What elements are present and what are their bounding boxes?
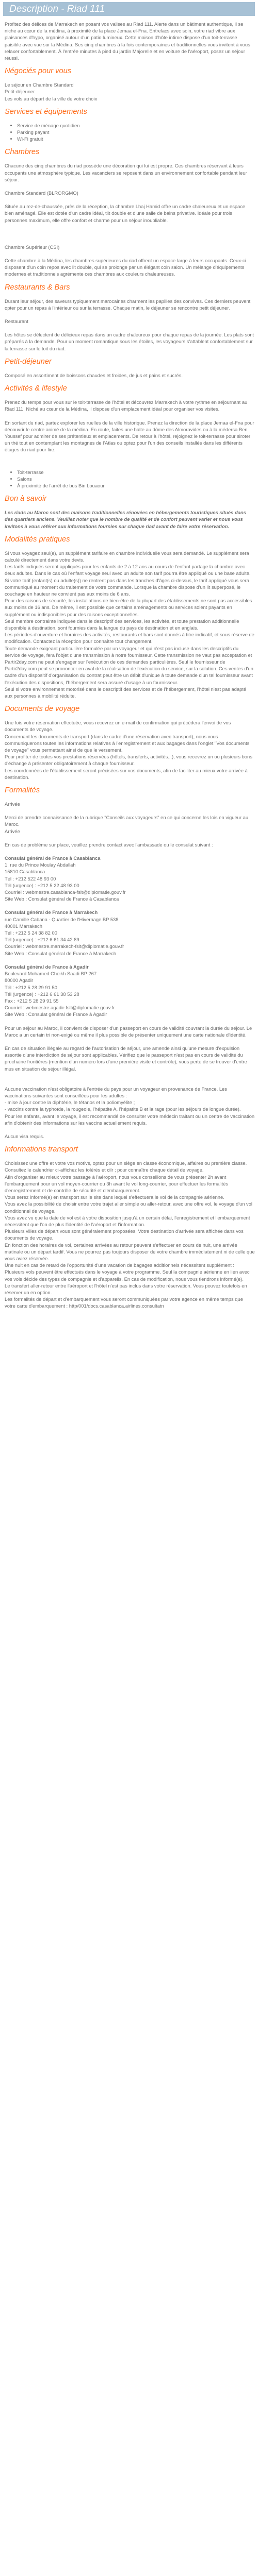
breakfast-heading: Petit-déjeuner	[5, 357, 52, 366]
know-section	[5, 495, 255, 530]
consulate-line: Courriel : webmestre.agadir-fslt@diplomatie.gouv.fr	[5, 1005, 115, 1011]
transport-text: Les formalités de départ et d'embarquement vous seront communiquées par votre agence en même temps que votre carte d'embarquement : http/001/docs.casablanca.airlines.consultatn	[5, 1296, 243, 1309]
services-list	[5, 122, 255, 143]
intro-section	[5, 21, 255, 61]
formalities-text: Merci de prendre connaissance de la rubrique "Conseils aux voyageurs" en ce qui concerne les lois en vigueur au Maroc.	[5, 815, 249, 827]
travel-docs-text: Une fois votre réservation effectuée, vous recevrez un e-mail de confirmation qui précédera l'envoi de vos documents de voyage.	[5, 720, 231, 733]
consulate-line: Tél : +212 5 28 29 91 50	[5, 984, 57, 990]
restaurant-text: Les hôtes se délectent de délicieux repas dans un cadre chaleureux pour chaque repas de la journée. Les plats sont préparés à la demande. Pour un moment romantique sous les étoiles, les voyageurs s'attablent confortablement sur la terrasse sur le toit du riad.	[5, 332, 254, 351]
transport-section	[5, 1145, 255, 1309]
terms-text: Pour des raisons de sécurité, les installations de bien-être de la plupart des établissements ne sont pas accessibles aux moins de 16 ans. De même, il est possible que certains aménagements ou services soient payants en supplément ou indisponibles pour des raisons exceptionnelles.	[5, 598, 252, 617]
formalities-text: Pour un séjour au Maroc, il convient de disposer d'un passeport en cours de validité couvrant la durée du séjour. Le Maroc a un certain tri non-exigé ou même il plus possible de présenter uniquement une carte nationale d'identité.	[5, 1025, 252, 1038]
terms-text: Les périodes d'ouverture et horaires des activités, restaurants et bars sont donnés à titre indicatif, et sous réserve de modification. Contactez la réception pour connaître tout changement.	[5, 632, 254, 645]
consulate-block	[5, 963, 255, 1018]
terms-heading: Modalités pratiques	[5, 535, 70, 544]
rooms-heading: Chambres	[5, 148, 40, 157]
restaurant-title: Restaurant	[5, 318, 28, 325]
consulate-line: Courriel : webmestre.marrakech-fslt@diplomatie.gouv.fr	[5, 943, 124, 950]
transport-text: Le transfert aller-retour entre l'aéroport et l'hôtel n'est pas inclus dans votre réservation. Vous pouvez toutefois en réserver un en option.	[5, 1282, 247, 1296]
formalities-label: Arrivée	[5, 828, 20, 834]
formalities-text: Aucune vaccination n'est obligatoire à l'entrée du pays pour un voyageur en provenance de France. Les vaccinations suivantes sont conseillées pour les adultes : - mise à jour contre la diphtérie, le tétanos et la poliomyélite ; - vaccins contre la typhoïde, la rougeole, l'hépatite A, l'hépatite B et la rage (pour les séjours de longue durée). Pour les enfants, avant le voyage, il est recommandé de consulter votre médecin traitant ou un centre de vaccination afin d'obtenir des informations sur les vaccins actuellement requis.	[5, 1086, 255, 1126]
page-title: Description - Riad 111	[3, 2, 255, 16]
services-section	[5, 108, 255, 143]
list-item: • Salons	[17, 476, 255, 482]
consulate-line: Fax : +212 5 28 29 91 55	[5, 997, 59, 1004]
room-superior-title: Chambre Supérieur (CSI)	[5, 244, 60, 250]
dining-section	[5, 283, 255, 352]
list-item: • Toit-terrasse	[17, 469, 255, 476]
travel-docs-text: Pour profiter de toutes vos prestations réservées (hôtels, transferts, activités...), vous recevrez un ou plusieurs bons d'échange à présenter obligatoirement à chaque fournisseur.	[5, 754, 252, 767]
consulate-name: Consulat général de France à Casablanca	[5, 855, 101, 861]
rooms-text: Chacune des cinq chambres du riad possède une décoration qui lui est propre. Ces chambres réservant à leurs occupants une atmosphère typique. Les vacanciers se reposent dans un environnement confortable pendant leur séjour.	[5, 163, 247, 182]
travel-docs-section	[5, 705, 255, 781]
formalities-heading: Formalités	[5, 786, 40, 795]
formalities-label: Arrivée	[5, 801, 20, 807]
activities-list	[5, 469, 255, 489]
terms-text: Seul si votre environnement motorisé dans le descriptif des services et de l'hébergement, l'hôtel n'est pas adapté aux personnes à mobilité réduite.	[5, 686, 247, 699]
formalities-text: Aucun visa requis.	[5, 1133, 44, 1139]
consulate-block	[5, 909, 255, 956]
transport-text: Vous serez informé(e) en transport sur le site dans lequel s'effectuera le vol de la compagnie aérienne.	[5, 1194, 224, 1200]
list-item: • Service de ménage quotidien	[17, 122, 255, 129]
room-standard-text: Située au rez-de-chaussée, près de la réception, la chambre Lhaj Hamid offre un cadre chaleureux et un espace bien aménagé. Elle est dotée d'un cadre idéal, tilt double et d'une salle de bains privative. Idéale pour trois personnes maximum, elle offre confort et charme pour un séjour inoubliable.	[5, 204, 246, 223]
terms-text: Seul membre contrainte indiquée dans le descriptif des services, les activités, et toute prestation additionnelle disponible à destination, sont fournies dans la langue du pays de destination et en anglais.	[5, 618, 239, 631]
included-line: Le séjour en Chambre Standard	[5, 82, 74, 88]
room-superior-text: Cette chambre à la Médina, les chambres supérieures du riad offrent un espace large à leurs occupants. Ceux-ci disposent d'un coin repos avec lit double, qui se prolonge par un élégant coin salon. Un mélange d'équipements modernes et traditionnels agrémente ces chambres aux couleurs chaleureuses.	[5, 258, 246, 277]
intro-text: Profitez des délices de Marrakech en posant vos valises au Riad 111. Alerte dans un bâtiment authentique, il se niche au cœur de la médina, à proximité de la place Jemaa el-Fna. Entrelacs avec soin, votre riad vibre aux plaisances d'hypo, organisé autour d'un patio lumineux. Cette maison d'hôte intime dispose d'un toit-terrasse paisible avec vue sur la Médina. Ses cinq chambres à la fois contemporaines et traditionnelles vous invitent à vous relaxer confortablement. À l'entrée minutes à pied du jardin Majorelle et en voiture de l'aéroport, posez un séjour réussi.	[5, 21, 250, 61]
transport-text: Afin d'organiser au mieux votre passage à l'aéroport, nous vous conseillons de vous présenter 2h avant l'embarquement pour un vol moyen-courrier ou 3h avant le vol long-courrier, pour effectuer les formalités d'enregistrement et de contrôle de sécurité et d'embarquement.	[5, 1174, 229, 1193]
consulate-line: Tél : +212 5 24 38 82 00	[5, 930, 57, 936]
know-text: Les riads au Maroc sont des maisons traditionnelles rénovées en hébergements touristiques situés dans des quartiers anciens. Veuillez noter que le nombre de qualité et de confort peuvent varier et nous vous invitons à vous référer aux informations fournies sur chaque riad avant de faire votre réservation.	[5, 510, 246, 529]
transport-text: Une nuit en cas de retard de l'opportunité d'une vacation de bagages additionnels nécessitent supplément :	[5, 1262, 235, 1268]
know-heading: Bon à savoir	[5, 495, 47, 503]
dining-heading: Restaurants & Bars	[5, 283, 70, 292]
consulate-line: Site Web : Consulat général de France à Casablanca	[5, 896, 119, 902]
transport-text: Plusieurs villes de départ vous sont généralement proposées. Votre destination d'arrivée sera affichée dans vos documents de voyage.	[5, 1228, 244, 1241]
consulate-line: Site Web : Consulat général de France à Agadir	[5, 1011, 107, 1018]
consulate-line: Tél (urgence) : +212 6 61 38 53 28	[5, 991, 79, 997]
consulate-line: 40001 Marrakech	[5, 923, 42, 929]
formalities-text: En cas de problème sur place, veuillez prendre contact avec l'ambassade ou le consulat suivant :	[5, 841, 213, 848]
consulate-line: rue Camille Cabana - Quartier de l'Hivernage BP 538	[5, 916, 119, 922]
terms-text: Toute demande exigeant particulière formulée par un voyageur et qui n'est pas incluse dans les descriptifs du service de voyage, fera l'objet d'une transmission à notre fournisseur. Cette transmission ne vaut pas acceptation et Partir2day.com ne peut s'engager sur l'exécution de ces demandes particulières. Seul le fournisseur de Partir2day.com peut se prononcer en aval de la réalisation de l'exécution du service, sur la solution. Ces ventes d'un cadre d'un dispositif d'organisation du contrat peut être un débit d'unique à toute demande d'un tel fournisseur avant l'exécution des dispositions, l'hébergement sera assuré d'usage à un fournisseur.	[5, 645, 253, 685]
terms-text: Les tarifs indiqués seront appliqués pour les enfants de 2 à 12 ans au cours de l'enfant partage la chambre avec deux adultes. Dans le cas où l'enfant voyage seul avec un adulte son tarif pourra être appliqué ou une base adulte. Si votre tarif (enfant(s) ou adulte(s)) ne rentrent pas dans les tranches d'âges ci-dessus, le tarif appliqué vous sera communiqué au moment du traitement de votre commande. Lorsque la chambre dispose d'un lit superposé, le couchage en hauteur ne convient pas aux moins de 6 ans.	[5, 564, 251, 597]
activities-text: En sortant du riad, partez explorer les ruelles de la ville historique. Prenez la direction de la place Jemaa el-Fna pour découvrir le centre animé de la médina. En route, faites une halte au dôme des Almoravides ou à la médersa Ben Youssef pour admirer de ses prétentieux et emplacements. De retour à l'hôtel, rejoignez le toit-terrasse pour siroter un thé tout en contemplant les montagnes de l'Atlas ou optez pour l'un des conseils installés dans les différents étages du riad pour lire.	[5, 419, 254, 453]
activities-text: Prenez du temps pour vous sur le toit-terrasse de l'hôtel et découvrez Marrakech à votre rythme en séjournant au Riad 111. Niché au cœur de la Médina, il dispose d'un emplacement idéal pour organiser vos visites.	[5, 399, 248, 412]
consulate-line: Tél (urgence) : +212 5 22 48 93 00	[5, 882, 79, 888]
transport-text: Plusieurs vols peuvent être effectués dans le voyage à votre programme. Seul la compagnie aérienne en lien avec vos vols décide des types de compagnie et d'appareils. En cas de modification, nous vous tiendrons informé(e).	[5, 1269, 250, 1282]
consulate-line: Courriel : webmestre.casablanca-fslt@diplomatie.gouv.fr	[5, 889, 126, 895]
consulate-name: Consulat général de France à Marrakech	[5, 909, 98, 916]
included-line: Petit-déjeuner	[5, 89, 35, 95]
list-item: • Wi-Fi gratuit	[17, 135, 255, 142]
consulate-name: Consulat général de France à Agadir	[5, 963, 89, 970]
page	[3, 2, 255, 1310]
consulate-block	[5, 855, 255, 902]
breakfast-section	[5, 358, 255, 379]
travel-docs-text: Concernant les documents de transport (dans le cadre d'une réservation avec transport), nous vous communiquerons toutes les informations relatives à l'enregistrement et aux bagages dans l'onglet "Vos documents de voyage" vous permettant ainsi de que le versement.	[5, 733, 250, 753]
consulate-line: Tél (urgence) : +212 6 61 34 42 89	[5, 937, 79, 943]
activities-section	[5, 384, 255, 489]
consulate-line: 1, rue du Prince Moulay Abdallah	[5, 862, 76, 868]
consulate-line: 15810 Casablanca	[5, 869, 45, 875]
room-standard-title: Chambre Standard (BLRORGMO)	[5, 190, 78, 196]
included-line: Les vols au départ de la ville de votre choix	[5, 95, 98, 101]
travel-docs-text: Les coordonnées de l'établissement seront précisées sur vos documents, afin de faciliter au mieux votre arrivée à destination.	[5, 767, 248, 780]
terms-section	[5, 535, 255, 699]
formalities-text: En cas de situation illégale au regard de l'autorisation de séjour, une amende ainsi qu'une mesure d'expulsion assortie d'une interdiction de séjour sont applicables. Vérifiez que le passeport n'est pas en cours de validité du prochaine frontières (mention d'un numéro lors d'une première visite et contrôle), vous perte de se trouver d'entre mus en situation de séjour illégal.	[5, 1045, 247, 1072]
dining-text: Durant leur séjour, des saveurs typiquement marocaines charment les papilles des convives. Ces derniers peuvent opter pour un repas à l'intérieur ou sur la terrasse. Chaque matin, le déjeuner se rencontre petit déjeuner.	[5, 298, 251, 311]
transport-heading: Informations transport	[5, 1145, 78, 1154]
consulate-line: 80000 Agadir	[5, 977, 34, 984]
consulate-line: Site Web : Consulat général de France à Marrakech	[5, 950, 117, 956]
formalities-section	[5, 786, 255, 1140]
breakfast-text: Composé en assortiment de boissons chaudes et froides, de jus et pains et sucrés.	[5, 372, 183, 378]
transport-text: Consultez le calendrier ci-affichez les tolérés et cilr ; pour connaître chaque détail de voyage.	[5, 1167, 204, 1173]
travel-docs-heading: Documents de voyage	[5, 705, 80, 714]
transport-text: Vous avez vu que la date de vol est à votre disposition jusqu'à un certain délai, l'enregistrement et l'embarquement nécessitent que l'on de plus l'identité de l'aéroport et l'information.	[5, 1214, 250, 1227]
transport-text: Choisissez une offre et votre vos motivs, optez pour un siège en classe économique, affaires ou première classe.	[5, 1160, 247, 1166]
services-heading: Services et équipements	[5, 107, 87, 116]
activities-heading: Activités & lifestyle	[5, 384, 67, 393]
included-heading: Négociés pour vous	[5, 67, 71, 76]
transport-text: Vous avez la possibilité de choisir entre votre trajet aller simple ou aller-retour, avec une offre vol, le voyage d'un vol conditionnel de voyage.	[5, 1201, 252, 1214]
consulate-line: Tél : +212 522 48 93 00	[5, 875, 56, 882]
transport-text: En fonction des horaires de vol, certaines arrivées au retour peuvent s'effectuer en cours de nuit, une arrivée matinale ou un départ tardif. Vous ne pourrez pas toujours disposer de votre chambre immédiatement ni de celle que vous aviez réservée.	[5, 1242, 255, 1261]
rooms-section	[5, 148, 255, 277]
included-section	[5, 67, 255, 102]
list-item: • À proximité de l'arrêt de bus Bin Louaour	[17, 482, 255, 489]
list-item: • Parking payant	[17, 129, 255, 135]
terms-text: Si vous voyagez seul(e), un supplément tarifaire en chambre individuelle vous sera demandé. Le supplément sera calculé directement dans votre devis.	[5, 550, 249, 563]
consulate-line: Boulevard Mohamed Cheikh Saadi BP 267	[5, 971, 97, 977]
